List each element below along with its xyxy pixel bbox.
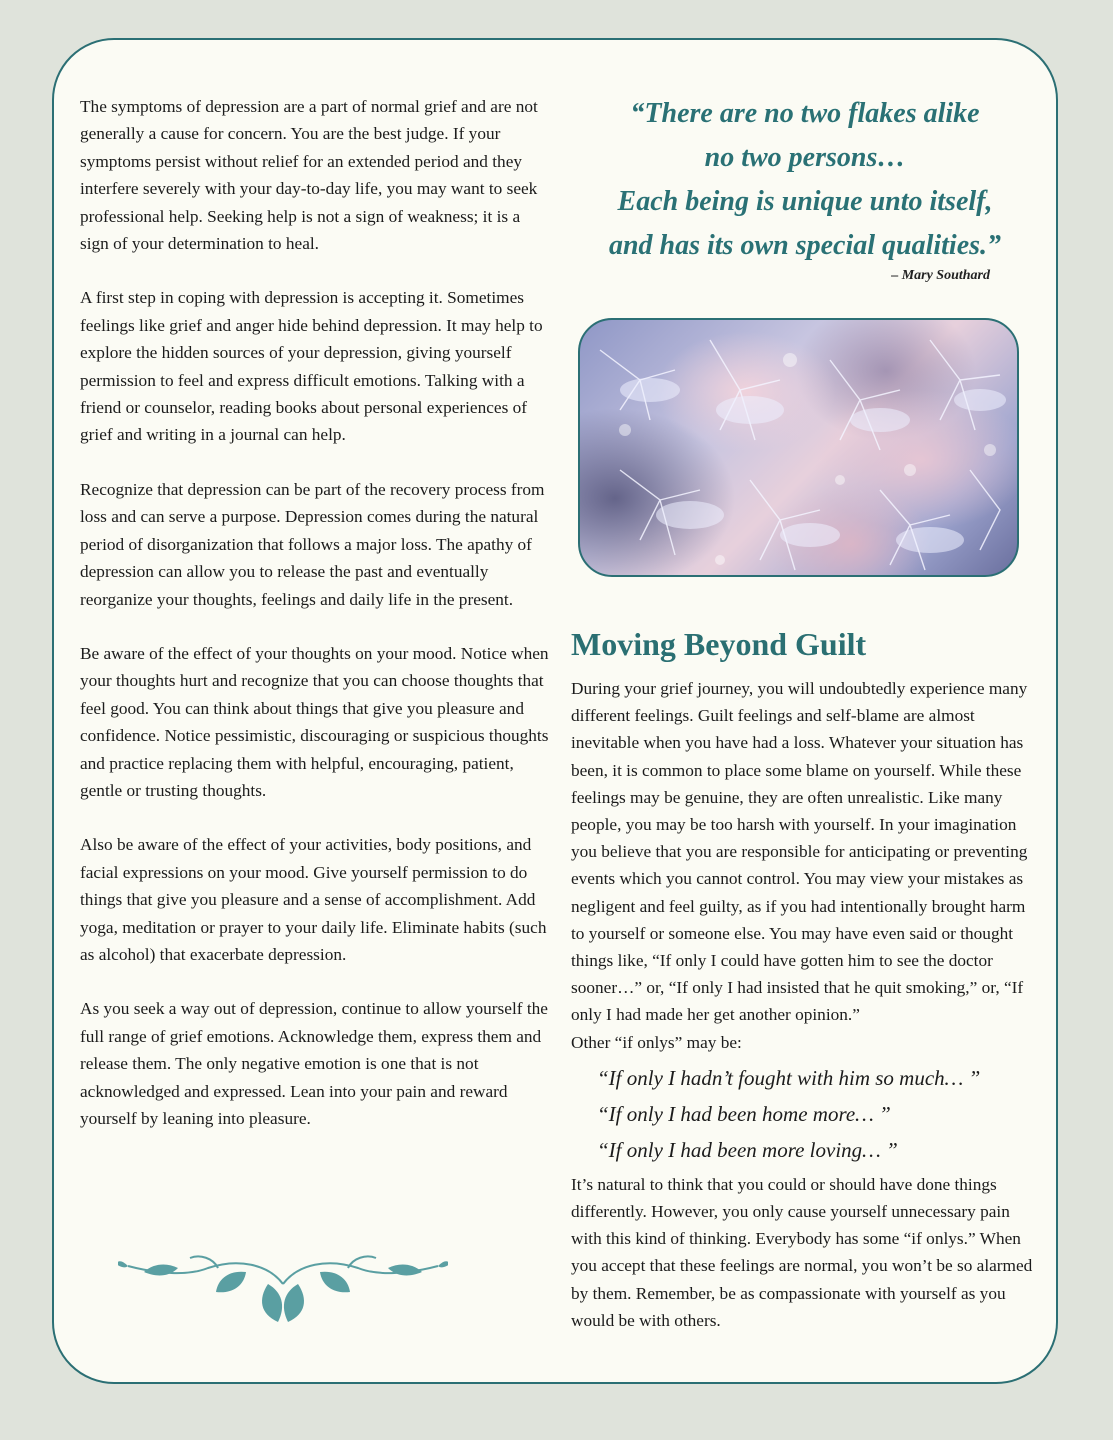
- quote-line: and has its own special qualities.”: [608, 230, 1002, 261]
- paragraph: A first step in coping with depression is accepting it. Sometimes feelings like grief and anger hide behind depression. It may help to explore the hidden sources of your depression, giving yourself permission to feel and express difficult emotions. Talking with a friend or counselor, reading books about personal experiences of grief and writing in a journal can help.: [80, 288, 543, 445]
- frost-pattern: [580, 320, 1019, 577]
- leaf-vine-ornament: [118, 1244, 448, 1324]
- left-column: [80, 93, 550, 1159]
- if-only-quote: “If only I had been more loving… ”: [597, 1137, 898, 1162]
- quote-line: Each being is unique unto itself,: [617, 186, 993, 217]
- section-title: Moving Beyond Guilt: [571, 626, 867, 662]
- quote-line: no two persons…: [704, 142, 906, 173]
- quote-line: “There are no two flakes alike: [630, 98, 980, 129]
- if-only-quote: “If only I hadn’t fought with him so much… ”: [597, 1065, 981, 1090]
- paragraph: Also be aware of the effect of your activities, body positions, and facial expressions on your mood. Give yourself permission to do things that give you pleasure and a sense of accomplishment. Add yoga, meditation or prayer to your daily life. Eliminate habits (such as alcohol) that exacerbate depression.: [80, 835, 547, 964]
- section-closing: It’s natural to think that you could or should have done things differently. However, you only cause yourself unnecessary pain with this kind of thinking. Everybody has some “if onlys.” When you accept that these feelings are normal, you won’t be so alarmed by them. Remember, be as compassionate with yourself as you would be with others.: [571, 1174, 1033, 1330]
- paragraph: Be aware of the effect of your thoughts on your mood. Notice when your thoughts hurt and recognize that you can choose thoughts that feel good. You can think about things that give you pleasure and confidence. Notice pessimistic, discouraging or suspicious thoughts and practice replacing them with helpful, encouraging, patient, gentle or trusting thoughts.: [80, 643, 549, 800]
- section-body: [571, 675, 1033, 1334]
- snowflake-quote: [570, 92, 1040, 268]
- if-only-quote: “If only I had been home more… ”: [597, 1101, 891, 1126]
- paragraph: The symptoms of depression are a part of normal grief and are not generally a cause for concern. You are the best judge. If your symptoms persist without relief for an extended period and they interfere severely with your day-to-day life, you may want to seek professional help. Seeking help is not a sign of weakness; it is a sign of your determination to heal.: [80, 97, 538, 254]
- quote-attribution: – Mary Southard: [891, 268, 990, 283]
- if-onlys-list: [597, 1060, 1033, 1168]
- section-intro: During your grief journey, you will undoubtedly experience many different feelings. Guilt feelings and self-blame are almost inevitable when you have had a loss. Whatever your situation has been, it is common to place some blame on yourself. While these feelings may be genuine, they are often unrealistic. Like many people, you may be too harsh with yourself. In your imagination you believe that you are responsible for anticipating or preventing events which you cannot control. You may view your mistakes as negligent and feel guilty, as if you had intentionally brought harm to yourself or someone else. You may have even said or thought things like, “If only I could have gotten him to see the doctor sooner…” or, “If only I had insisted that he quit smoking,” or, “If only I had made her get another opinion.”: [571, 679, 1028, 1025]
- section-lead: Other “if onlys” may be:: [571, 1032, 742, 1052]
- paragraph: As you seek a way out of depression, continue to allow yourself the full range of grief emotions. Acknowledge them, express them and release them. The only negative emotion is one that is not acknowledged and expressed. Lean into your pain and reward yourself by leaning into pleasure.: [80, 999, 548, 1128]
- paragraph: Recognize that depression can be part of the recovery process from loss and can serve a purpose. Depression comes during the natural period of disorganization that follows a major loss. The apathy of depression can allow you to release the past and eventually reorganize your thoughts, feelings and daily life in the present.: [80, 479, 545, 609]
- frost-crystals-photo: [578, 318, 1019, 577]
